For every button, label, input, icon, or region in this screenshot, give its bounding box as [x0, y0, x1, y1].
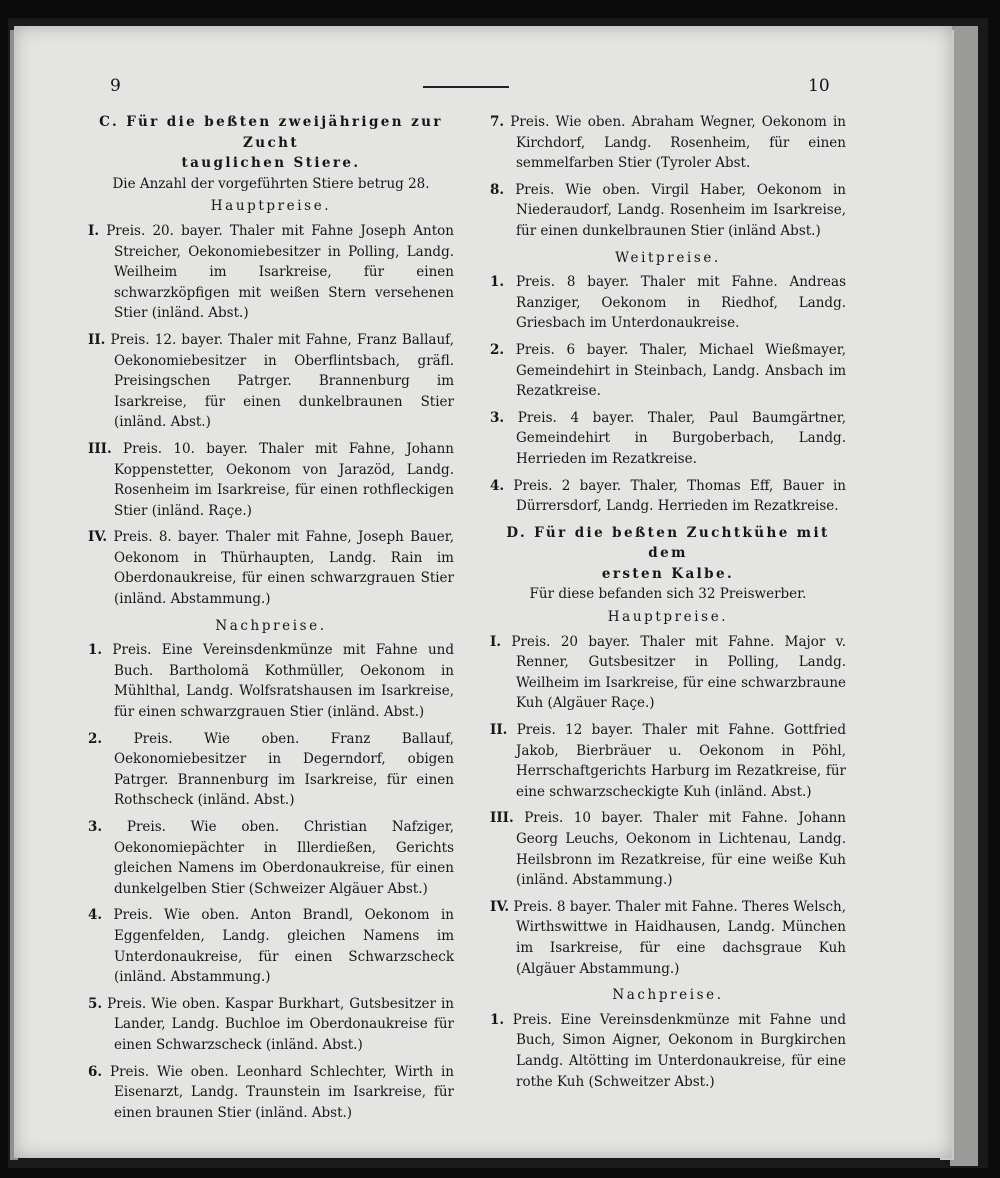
entry-number: 8.: [490, 181, 505, 198]
entry-text: Preis. Eine Vereinsdenkmünze mit Fahne und Buch, Simon Aigner, Oekonom in Burgkirchen Landg. Altötting im Unterdonaukreise, für eine rothe Kuh (Schweitzer Abst.): [512, 1011, 846, 1090]
list-item: [88, 1062, 454, 1124]
entry-text: Preis. 10. bayer. Thaler mit Fahne, Johann Koppenstetter, Oekonom von Jarazöd, Landg. Rosenheim im Isarkreise, für einen rothfleckigen Stier (inländ. Raçe.): [114, 440, 454, 519]
entry-number: 2.: [490, 341, 505, 358]
entry-text: Preis. Wie oben. Anton Brandl, Oekonom in Eggenfelden, Landg. gleichen Namens im Unterdonaukreise, für einen Schwarzscheck (inländ. Abstammung.): [113, 907, 455, 986]
section-heading: C. Für die beßten zweijährigen zur Zucht: [99, 114, 443, 151]
entry-number: 3.: [88, 819, 103, 835]
subsection-heading: Nachpreise.: [612, 987, 724, 1004]
section-note: Die Anzahl der vorgeführten Stiere betrug 28.: [112, 175, 430, 192]
list-item: [490, 897, 846, 979]
subsection-heading: Weitpreise.: [615, 249, 721, 266]
list-item: [88, 640, 454, 722]
list-item: [490, 720, 846, 802]
entry-number: 3.: [490, 409, 505, 426]
list-item: [490, 408, 846, 470]
list-item: [88, 527, 454, 609]
header-rule: [423, 86, 509, 88]
entry-number: 1.: [490, 274, 505, 291]
right-column: [490, 112, 846, 1098]
list-item: [490, 112, 846, 174]
list-item: [88, 439, 454, 521]
entry-text: Preis. 8. bayer. Thaler mit Fahne, Joseph Bauer, Oekonom in Thürhaupten, Landg. Rain im Oberdonaukreise, für einen schwarzgrauen Stier (inländ. Abstammung.): [113, 529, 454, 608]
entry-text: Preis. 20 bayer. Thaler mit Fahne. Major v. Renner, Gutsbesitzer in Polling, Landg. Weilheim im Isarkreise, für eine schwarzbraune Kuh (Algäuer Raçe.): [511, 633, 846, 712]
entry-text: Preis. 8 bayer. Thaler mit Fahne. Theres Welsch, Wirthswittwe in Haidhausen, Landg. München im Isarkreise, für eine dachsgraue Kuh (Algäuer Abstammung.): [513, 898, 846, 977]
section-heading: tauglichen Stiere.: [181, 155, 361, 172]
subsection-heading: Nachpreise.: [215, 617, 327, 634]
entry-number: III.: [490, 810, 514, 827]
section-heading: ersten Kalbe.: [601, 565, 735, 582]
subsection-heading: Hauptpreise.: [210, 198, 332, 215]
entry-text: Preis. 10 bayer. Thaler mit Fahne. Johann Georg Leuchs, Oekonom in Lichtenau, Landg. Heilsbronn im Rezatkreise, für eine weiße Kuh (inländ. Abstammung.): [516, 810, 847, 889]
entry-text: Preis. Wie oben. Franz Ballauf, Oekonomiebesitzer in Degerndorf, obigen Patrger. Brannenburg im Isarkreise, für einen Rothscheck (inländ. Abst.): [114, 730, 454, 809]
entry-text: Preis. Wie oben. Christian Nafziger, Oekonomiepächter in Illerdießen, Gerichts gleichen Namens im Oberdonaukreise, für einen dunkelgelben Stier (Schweizer Algäuer Abst.): [114, 819, 455, 897]
page-number-right: 10: [808, 76, 830, 96]
list-item: [490, 632, 846, 714]
entry-number: IV.: [490, 898, 510, 915]
list-item: [490, 180, 846, 242]
entry-text: Preis. 12. bayer. Thaler mit Fahne, Franz Ballauf, Oekonomiebesitzer in Oberflintsbach, gräfl. Preisingschen Patrger. Brannenburg im Isarkreise, für einen dunkelbraunen Stier (inländ. Abst.): [110, 331, 454, 431]
entry-text: Preis. 8 bayer. Thaler mit Fahne. Andreas Ranziger, Oekonom in Riedhof, Landg. Griesbach im Unterdonaukreise.: [515, 274, 846, 332]
entry-number: 7.: [490, 114, 505, 130]
entry-number: I.: [490, 633, 502, 650]
entry-number: 4.: [88, 907, 103, 924]
entry-text: Preis. 2 bayer. Thaler, Thomas Eff, Bauer in Dürrersdorf, Landg. Herrieden im Rezatkreise.: [513, 477, 847, 515]
entry-text: Preis. 12 bayer. Thaler mit Fahne. Gottfried Jakob, Bierbräuer u. Oekonom in Pöhl, Herrschaftgerichts Harburg im Rezatkreise, für eine schwarzscheckigte Kuh (inländ. Abst.): [516, 722, 846, 800]
entry-number: III.: [88, 440, 112, 457]
list-item: [88, 905, 454, 987]
list-item: [490, 1010, 846, 1092]
section-heading: D. Für die beßten Zuchtkühe mit dem: [506, 524, 830, 562]
list-item: [88, 817, 454, 899]
entry-number: II.: [88, 331, 106, 348]
entry-text: Preis. 4 bayer. Thaler, Paul Baumgärtner, Gemeindehirt in Burgoberbach, Landg. Herrieden im Rezatkreise.: [516, 409, 846, 467]
entry-number: II.: [490, 722, 508, 739]
entry-number: IV.: [88, 529, 108, 546]
entry-number: 1.: [490, 1011, 505, 1028]
list-item: [88, 729, 454, 811]
entry-number: 1.: [88, 642, 103, 659]
subsection-heading: Hauptpreise.: [607, 609, 729, 626]
list-item: [490, 808, 846, 890]
list-item: [88, 221, 454, 324]
entry-number: 6.: [88, 1063, 103, 1080]
entry-number: 5.: [88, 995, 103, 1012]
left-column: [88, 112, 454, 1129]
entry-number: 4.: [490, 477, 505, 494]
entry-number: 2.: [88, 730, 103, 747]
list-item: [490, 272, 846, 334]
list-item: [490, 476, 846, 517]
book-right-edge: [950, 26, 978, 1166]
page-number-left: 9: [110, 76, 121, 96]
entry-text: Preis. 6 bayer. Thaler, Michael Wießmayer, Gemeindehirt in Steinbach, Landg. Ansbach im Rezatkreise.: [515, 341, 846, 400]
entry-number: I.: [88, 222, 100, 239]
entry-text: Preis. Wie oben. Leonhard Schlechter, Wirth in Eisenarzt, Landg. Traunstein im Isarkreise, für einen braunen Stier (inländ. Abst.): [110, 1063, 455, 1121]
entry-text: Preis. Wie oben. Abraham Wegner, Oekonom in Kirchdorf, Landg. Rosenheim, für einen semmelfarben Stier (Tyroler Abst.: [510, 114, 846, 172]
list-item: [490, 340, 846, 402]
entry-text: Preis. Wie oben. Kaspar Burkhart, Gutsbesitzer in Lander, Landg. Buchloe im Oberdonaukreise für einen Schwarzscheck (inländ. Abst.): [107, 995, 454, 1053]
entry-text: Preis. 20. bayer. Thaler mit Fahne Joseph Anton Streicher, Oekonomiebesitzer in Polling, Landg. Weilheim im Isarkreise, für einen schwarzköpfigen mit weißen Stern versehenen Stier (inländ. Abst.): [106, 222, 454, 322]
list-item: [88, 994, 454, 1056]
list-item: [88, 330, 454, 433]
section-note: Für diese befanden sich 32 Preiswerber.: [529, 586, 807, 603]
entry-text: Preis. Wie oben. Virgil Haber, Oekonom in Niederaudorf, Landg. Rosenheim im Isarkreise, für einen dunkelbraunen Stier (inländ Abst.): [515, 181, 846, 239]
entry-text: Preis. Eine Vereinsdenkmünze mit Fahne und Buch. Bartholomä Kothmüller, Oekonom in Mühlthal, Landg. Wolfsratshausen im Isarkreise, für einen schwarzgrauen Stier (inländ. Abst.): [112, 642, 454, 721]
